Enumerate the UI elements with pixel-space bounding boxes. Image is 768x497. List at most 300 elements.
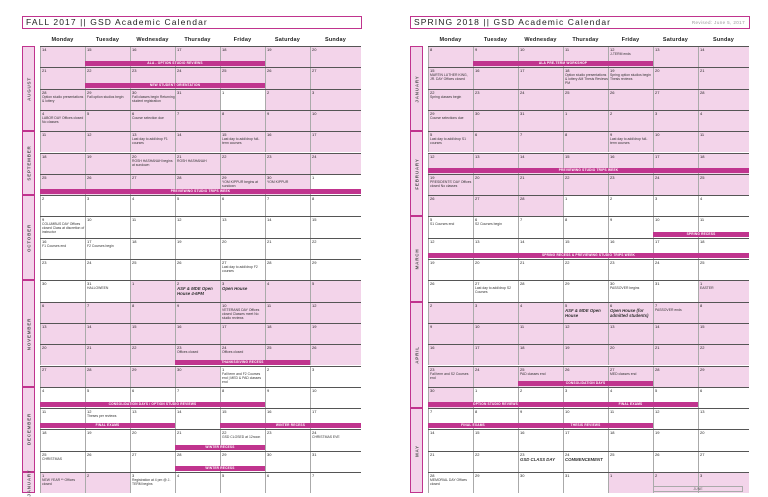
event-note: PRESIDENTS' DAY Offices closed No classes [430, 179, 472, 188]
day-number: 9 [475, 47, 478, 52]
day-cell [698, 175, 749, 195]
day-cell [473, 430, 518, 450]
day-cell [473, 90, 518, 110]
day-number: 15 [87, 47, 92, 52]
day-number: 15 [222, 132, 227, 138]
day-cell [653, 90, 698, 110]
day-number: 30 [520, 473, 525, 478]
day-cell [428, 367, 473, 387]
month-label [22, 131, 35, 195]
day-cell [85, 452, 130, 472]
day-number: 3 [132, 473, 135, 478]
day-number: 24 [520, 89, 525, 95]
day-cell [175, 217, 220, 237]
day-cell [428, 47, 473, 67]
day-number: 25 [222, 68, 227, 74]
day-cell [40, 260, 85, 280]
day-cell [518, 196, 563, 216]
event-note: YOM KIPPUR begins at sundown [222, 179, 258, 188]
day-number: 15 [475, 430, 480, 436]
day-number: 17 [222, 323, 227, 329]
day-number: 25 [42, 174, 47, 180]
day-number: 17 [312, 409, 317, 415]
day-number: 28 [42, 89, 47, 95]
day-number: 18 [132, 238, 137, 244]
event-note: Fall term and F2 Courses end | MED & PAD classes end [222, 371, 262, 384]
day-cell [85, 217, 130, 237]
day-number: 5 [177, 196, 180, 202]
spring-grid [428, 46, 749, 493]
day-cell [518, 217, 563, 237]
day-number: 26 [87, 451, 92, 457]
day-cell [563, 303, 608, 323]
day-header: Wednesday [136, 37, 169, 43]
event-note: PASSOVER ends [655, 307, 682, 312]
day-cell [310, 68, 361, 88]
day-cell [653, 260, 698, 280]
day-number: 30 [267, 174, 272, 180]
day-cell [220, 111, 265, 131]
day-number: 19 [565, 345, 570, 351]
day-cell [85, 239, 130, 259]
day-number: 9 [430, 323, 433, 329]
day-number: 24 [655, 174, 660, 180]
day-number: 10 [222, 302, 227, 308]
week-row [428, 344, 749, 365]
event-band: WINTER RECESS [175, 445, 265, 450]
day-number: 4 [42, 110, 45, 116]
day-number: 29 [475, 473, 480, 478]
day-number: 20 [475, 174, 480, 180]
day-cell [40, 132, 85, 152]
day-number: 8 [312, 196, 315, 202]
day-number: 2 [655, 473, 658, 478]
day-cell [175, 111, 220, 131]
day-number: 13 [475, 238, 480, 244]
event-band: CONSOLIDATION DAYS [518, 381, 653, 386]
day-number: 9 [177, 302, 180, 308]
day-number: 25 [520, 366, 525, 372]
day-cell [310, 111, 361, 131]
day-number: 7 [430, 409, 433, 415]
day-number: 22 [132, 345, 137, 351]
fall-grid [40, 46, 361, 493]
day-number: 13 [132, 132, 137, 138]
event-note: F2 Courses begin [87, 243, 114, 248]
day-cell [40, 367, 85, 387]
day-cell [608, 111, 653, 131]
event-note: MARTIN LUTHER KING, JR. DAY Offices closed [430, 73, 468, 82]
day-number: 24 [565, 451, 570, 457]
day-number: 24 [312, 430, 317, 436]
day-cell [608, 260, 653, 280]
day-number: 26 [267, 68, 272, 74]
event-note: HALLOWEEN [87, 286, 109, 291]
day-number: 27 [42, 366, 47, 372]
day-number: 8 [700, 302, 703, 308]
day-number: 27 [610, 366, 615, 372]
day-cell [473, 303, 518, 323]
day-number: 13 [475, 153, 480, 159]
event-note: Fall option studios begin [87, 94, 124, 99]
week-row [428, 195, 749, 216]
week-row [428, 131, 749, 152]
day-number: 22 [222, 153, 227, 159]
day-cell [130, 430, 175, 450]
event-note: NEW YEAR ** Offices closed [42, 478, 76, 486]
day-number: 20 [132, 430, 137, 436]
day-number: 10 [312, 110, 317, 116]
day-number: 17 [87, 238, 92, 244]
day-number: 31 [655, 281, 660, 287]
day-number: 14 [700, 47, 705, 52]
day-number: 7 [177, 387, 180, 393]
week-row [428, 280, 749, 301]
day-number: 15 [222, 409, 227, 415]
day-cell [310, 345, 361, 365]
day-number: 31 [520, 110, 525, 116]
day-cell [220, 196, 265, 216]
day-cell [40, 281, 85, 301]
day-cell [698, 281, 749, 301]
day-number: 21 [520, 260, 525, 265]
month-label-text: APRIL [414, 346, 419, 364]
day-number: 10 [312, 387, 317, 393]
day-number: 4 [520, 302, 523, 308]
day-number: 11 [267, 302, 272, 308]
day-number: 4 [267, 281, 270, 287]
day-number: 15 [565, 153, 570, 159]
day-number: 26 [610, 89, 615, 95]
day-cell [473, 281, 518, 301]
day-number: 1 [700, 281, 703, 287]
day-cell [130, 324, 175, 344]
day-number: 21 [177, 153, 182, 159]
day-number: 20 [655, 68, 660, 74]
day-number: 19 [655, 430, 660, 436]
day-number: 16 [177, 323, 182, 329]
day-number: 23 [610, 260, 615, 265]
day-number: 8 [222, 110, 225, 116]
spring-calendar [410, 16, 750, 491]
day-cell [608, 345, 653, 365]
day-cell [698, 409, 749, 429]
event-note: CHRISTMAS EVE [312, 435, 340, 440]
spring-title [410, 16, 750, 29]
week-row [40, 216, 361, 237]
day-number: 5 [87, 387, 90, 393]
day-cell [473, 217, 518, 237]
week-row [40, 259, 361, 280]
day-cell [653, 452, 698, 472]
event-note: ASF & MDE Open House [565, 307, 601, 318]
day-number: 23 [267, 430, 272, 436]
day-cell [310, 217, 361, 237]
day-cell [653, 345, 698, 365]
week-row [40, 131, 361, 152]
day-number: 5 [430, 217, 433, 223]
day-cell [563, 175, 608, 195]
day-number: 4 [610, 387, 613, 393]
day-cell [698, 90, 749, 110]
day-number: 20 [700, 430, 705, 436]
day-cell [473, 111, 518, 131]
day-cell [40, 345, 85, 365]
day-number: 5 [312, 281, 315, 287]
day-header: Wednesday [524, 37, 557, 43]
day-number: 6 [610, 302, 613, 308]
day-number: 5 [565, 302, 568, 308]
day-cell [563, 260, 608, 280]
month-label [22, 469, 35, 497]
event-band: ALA - OPTION STUDIO REVIEWS [85, 61, 265, 66]
day-cell [698, 345, 749, 365]
day-number: 23 [267, 153, 272, 159]
day-cell [473, 452, 518, 472]
day-number: 6 [475, 132, 478, 138]
day-cell [175, 303, 220, 323]
day-number: 28 [430, 473, 435, 478]
day-number: 18 [700, 153, 705, 159]
day-number: 7 [520, 132, 523, 138]
day-cell [608, 90, 653, 110]
day-number: 20 [222, 238, 227, 244]
day-cell [175, 90, 220, 110]
day-cell [220, 90, 265, 110]
day-cell [310, 303, 361, 323]
day-number: 15 [565, 238, 570, 244]
week-row [40, 110, 361, 131]
day-number: 26 [177, 260, 182, 265]
day-cell [473, 473, 518, 493]
day-number: 17 [475, 345, 480, 351]
week-row [428, 429, 749, 450]
day-cell [518, 68, 563, 88]
day-cell [85, 260, 130, 280]
day-cell [428, 473, 473, 493]
day-cell [310, 132, 361, 152]
day-number: 8 [565, 132, 568, 138]
day-cell [518, 473, 563, 493]
day-cell [85, 324, 130, 344]
day-cell [265, 260, 310, 280]
day-number: 28 [267, 260, 272, 265]
revised-date: Revised: June 5, 2017 [691, 20, 745, 25]
event-band: ALA PRE-TERM WORKSHOP [473, 61, 653, 66]
day-number: 22 [565, 260, 570, 265]
week-row [40, 195, 361, 216]
day-cell [220, 303, 265, 323]
day-number: 31 [565, 473, 570, 478]
day-number: 29 [430, 110, 435, 116]
event-band: FINAL EXAMS [428, 423, 518, 428]
day-number: 8 [430, 47, 433, 52]
month-label-text: SEPTEMBER [26, 145, 31, 181]
day-number: 27 [700, 451, 705, 457]
day-number: 17 [520, 68, 525, 74]
day-number: 10 [475, 323, 480, 329]
event-note: Option studio presentations & lottery AM Thesis Reviews PM [565, 73, 608, 86]
week-row [428, 89, 749, 110]
day-cell [175, 260, 220, 280]
day-cell [608, 68, 653, 88]
day-cell [130, 217, 175, 237]
day-header: Sunday [324, 37, 347, 43]
day-number: 17 [655, 238, 660, 244]
day-number: 28 [700, 89, 705, 95]
day-cell [428, 303, 473, 323]
event-band: THANKSGIVING RECESS [175, 360, 310, 365]
day-number: 2 [520, 387, 523, 393]
day-number: 9 [610, 217, 613, 223]
day-cell [220, 260, 265, 280]
day-cell [220, 324, 265, 344]
month-label [22, 280, 35, 387]
day-number: 21 [655, 345, 660, 351]
day-number: 14 [87, 323, 92, 329]
event-note: PAD classes end [520, 371, 546, 376]
day-cell [220, 473, 265, 493]
day-cell [563, 281, 608, 301]
day-number: 7 [177, 110, 180, 116]
day-number: 3 [655, 110, 658, 116]
day-cell [563, 90, 608, 110]
event-note: Spring classes begin [430, 94, 462, 99]
day-cell [175, 281, 220, 301]
day-number: 20 [475, 260, 480, 265]
week-row [428, 110, 749, 131]
day-cell [265, 68, 310, 88]
day-number: 28 [520, 196, 525, 202]
event-note: Open House (for admitted students) [610, 307, 649, 318]
day-number: 2 [267, 89, 270, 95]
day-cell [473, 196, 518, 216]
week-row [428, 259, 749, 280]
day-number: 9 [42, 217, 45, 223]
event-band: CONSOLIDATION DAYS / OPTION STUDIO REVIEWS [40, 402, 265, 407]
day-number: 12 [87, 409, 92, 415]
day-cell [518, 345, 563, 365]
day-cell [653, 196, 698, 216]
day-number: 14 [42, 47, 47, 52]
day-cell [130, 154, 175, 174]
day-number: 21 [267, 238, 272, 244]
day-number: 14 [177, 132, 182, 138]
event-note: ASF & MDE Open House 4-6PM [177, 286, 213, 297]
day-number: 14 [655, 323, 660, 329]
day-number: 8 [475, 409, 478, 415]
day-number: 28 [520, 281, 525, 287]
day-cell [698, 452, 749, 472]
day-number: 2 [610, 196, 613, 202]
day-number: 7 [87, 302, 90, 308]
day-number: 4 [700, 196, 703, 202]
day-number: 12 [87, 132, 92, 138]
day-cell [130, 367, 175, 387]
day-cell [220, 217, 265, 237]
day-number: 9 [520, 409, 523, 415]
day-cell [653, 430, 698, 450]
day-number: 9 [267, 387, 270, 393]
day-number: 1 [565, 110, 568, 116]
day-cell [653, 175, 698, 195]
day-number: 7 [267, 196, 270, 202]
event-note: Course selections due [430, 115, 464, 120]
day-cell [653, 409, 698, 429]
day-header: Tuesday [95, 37, 120, 43]
day-number: 17 [565, 430, 570, 436]
day-cell [85, 90, 130, 110]
day-cell [130, 473, 175, 493]
day-number: 24 [222, 345, 227, 351]
day-number: 24 [312, 153, 317, 159]
day-cell [698, 367, 749, 387]
day-cell [563, 196, 608, 216]
month-label-text: NOVEMBER [26, 317, 31, 350]
day-header: Tuesday [483, 37, 508, 43]
event-note: GSD CLOSED at 12noon [222, 435, 261, 440]
event-note: EASTER [700, 286, 714, 291]
day-cell [428, 111, 473, 131]
day-number: 5 [430, 132, 433, 138]
day-cell [653, 367, 698, 387]
day-cell [310, 324, 361, 344]
day-number: 8 [565, 217, 568, 223]
day-number: 30 [610, 281, 615, 287]
day-cell [310, 367, 361, 387]
day-number: 11 [42, 132, 47, 138]
day-number: 25 [267, 345, 272, 351]
day-cell [428, 90, 473, 110]
day-cell [518, 260, 563, 280]
day-number: 29 [700, 366, 705, 372]
event-note: Spring option studios begin Thesis reviews [610, 73, 651, 82]
day-number: 14 [520, 238, 525, 244]
event-note: Last day to add/drop full-term courses [222, 137, 260, 146]
day-cell [175, 409, 220, 429]
day-cell [265, 239, 310, 259]
day-number: 19 [267, 47, 272, 52]
day-cell [563, 473, 608, 493]
week-row [428, 302, 749, 323]
day-number: 13 [610, 323, 615, 329]
day-cell [608, 217, 653, 237]
day-cell [518, 175, 563, 195]
day-number: 22 [312, 238, 317, 244]
day-number: 23 [42, 260, 47, 265]
day-cell [518, 281, 563, 301]
event-band: WINTER RECESS [220, 423, 361, 428]
day-cell [428, 175, 473, 195]
event-note: MED classes end [610, 371, 637, 376]
day-cell [563, 345, 608, 365]
day-cell [130, 260, 175, 280]
day-number: 1 [565, 196, 568, 202]
day-number: 23 [177, 345, 182, 351]
day-cell [220, 239, 265, 259]
day-cell [563, 217, 608, 237]
day-number: 28 [655, 366, 660, 372]
week-row [428, 323, 749, 344]
day-number: 30 [177, 366, 182, 372]
event-note: VETERANS DAY Offices closed Classes meet No studio reviews [222, 307, 260, 320]
day-cell [698, 68, 749, 88]
day-number: 13 [42, 323, 47, 329]
day-number: 14 [177, 409, 182, 415]
fall-title: FALL 2017 || GSD Academic Calendar [22, 16, 362, 29]
event-note: J-TERM ends [610, 52, 631, 56]
day-number: 14 [430, 430, 435, 436]
